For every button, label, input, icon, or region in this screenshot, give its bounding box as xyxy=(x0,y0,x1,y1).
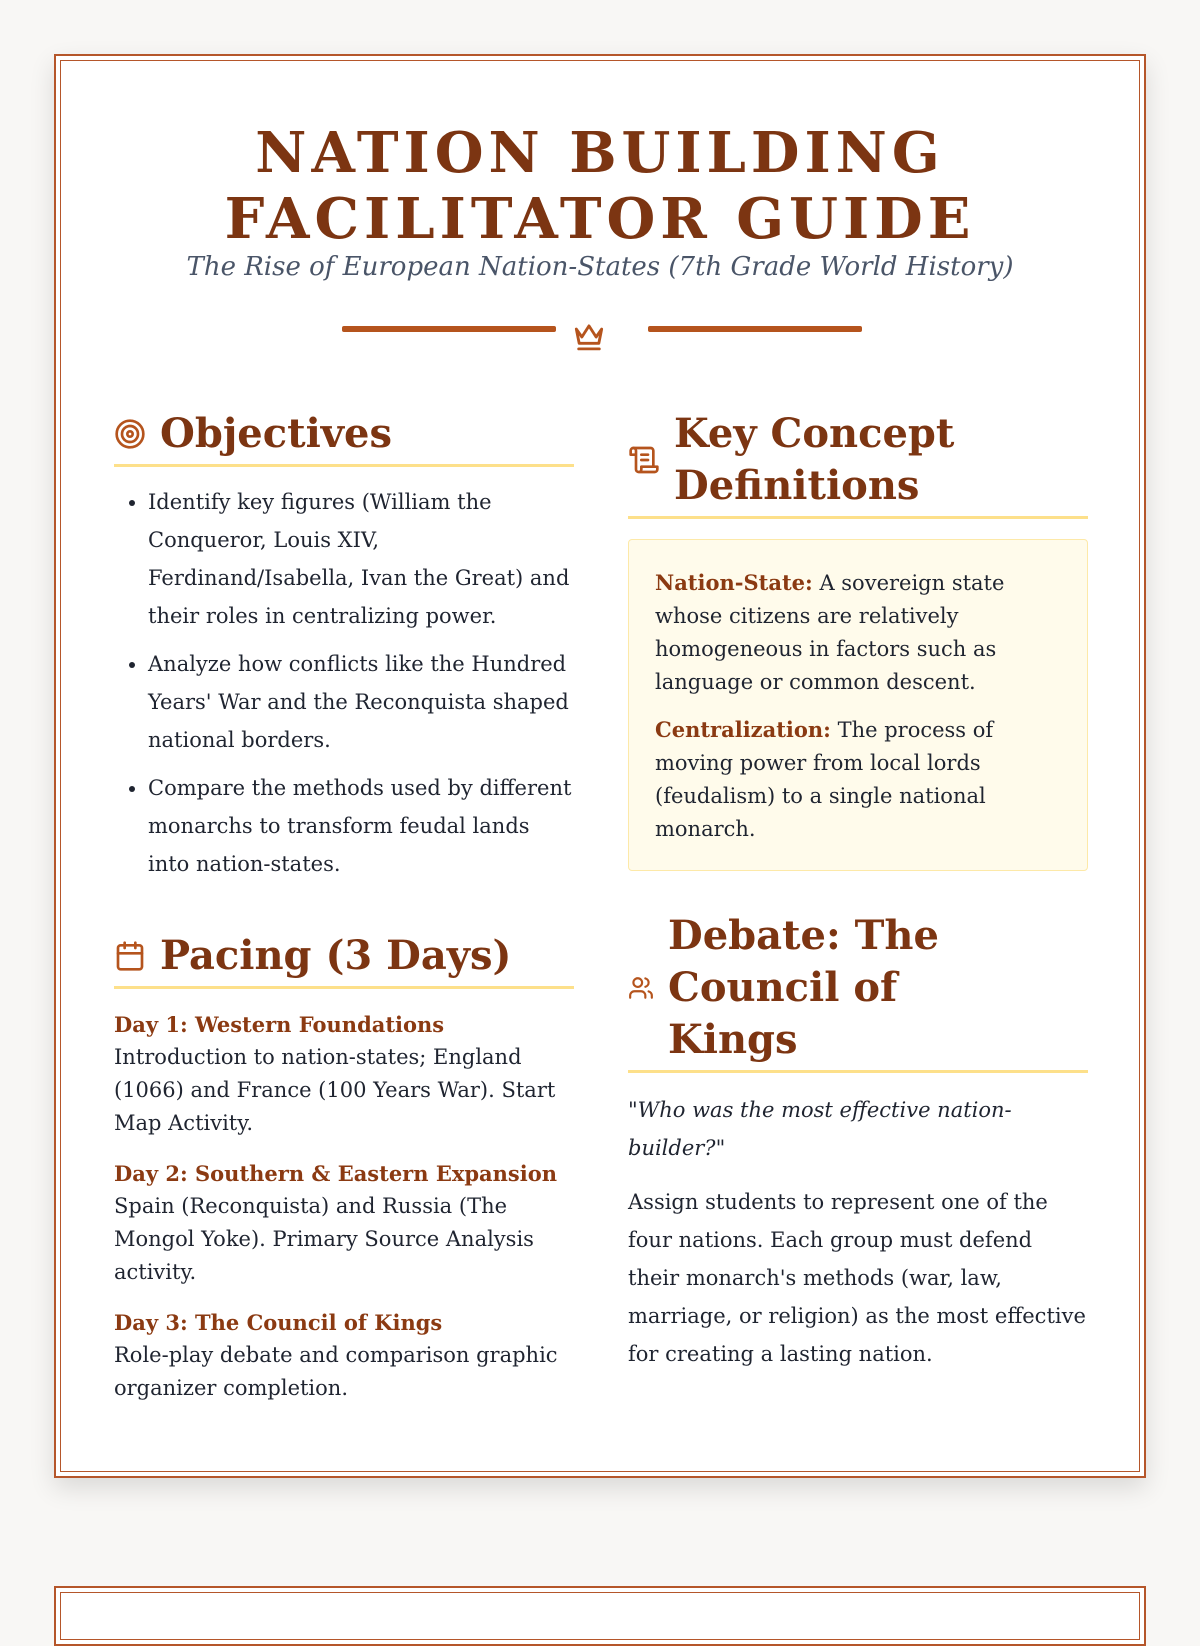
pacing-day-1 xyxy=(114,1009,574,1140)
day-title: Day 1: Western Foundations xyxy=(114,1012,445,1037)
definitions-section xyxy=(628,408,1088,871)
title-divider xyxy=(56,322,1144,346)
pacing-day-2 xyxy=(114,1158,574,1289)
users-icon xyxy=(628,975,654,1001)
definitions-box xyxy=(628,539,1088,871)
pacing-section xyxy=(114,930,574,1405)
guide-page xyxy=(54,54,1146,1478)
definitions-heading-line-2: Definitions xyxy=(674,462,920,509)
debate-section xyxy=(628,910,1088,1373)
divider-bar-left xyxy=(342,326,556,332)
objectives-section xyxy=(114,408,574,893)
debate-header xyxy=(628,910,1088,1073)
definitions-header xyxy=(628,408,1088,519)
definitions-heading xyxy=(674,408,954,512)
debate-question: "Who was the most effective nation-builder?" xyxy=(628,1098,1012,1160)
pacing-day-3 xyxy=(114,1307,574,1405)
title-line-2: FACILITATOR GUIDE xyxy=(224,186,976,252)
definitions-heading-line-1: Key Concept xyxy=(674,410,955,457)
page-title xyxy=(56,120,1144,252)
calendar-icon xyxy=(114,940,146,972)
title-line-1: NATION BUILDING xyxy=(255,120,945,186)
day-text: Spain (Reconquista) and Russia (The Mongol Yoke). Primary Source Analysis activity. xyxy=(114,1194,534,1284)
crown-icon xyxy=(570,318,608,356)
definition-text: The process of moving power from local lords (feudalism) to a single national monarch. xyxy=(655,718,994,841)
target-icon xyxy=(114,418,146,450)
divider-bar-right xyxy=(648,326,862,332)
debate-heading-line-2: Kings xyxy=(668,1016,798,1063)
objectives-header xyxy=(114,408,574,467)
debate-description: Assign students to represent one of the four nations. Each group must defend their monarch's methods (war, law, marriage, or religion) as the most effective for creating a lasting nation. xyxy=(628,1190,1086,1366)
pacing-heading: Pacing (3 Days) xyxy=(160,932,512,979)
debate-heading-line-1: Debate: The Council of xyxy=(668,912,939,1011)
day-title: Day 2: Southern & Eastern Expansion xyxy=(114,1161,557,1186)
pacing-header xyxy=(114,930,574,989)
definition-item xyxy=(655,566,1061,699)
day-text: Introduction to nation-states; England (1066) and France (100 Years War). Start Map Activity. xyxy=(114,1045,556,1135)
objectives-list xyxy=(114,483,574,883)
day-text: Role-play debate and comparison graphic organizer completion. xyxy=(114,1343,558,1400)
day-title: Day 3: The Council of Kings xyxy=(114,1310,443,1335)
next-page xyxy=(54,1586,1146,1646)
definition-text: A sovereign state whose citizens are relatively homogeneous in factors such as language or common descent. xyxy=(655,571,1005,694)
definition-term: Centralization: xyxy=(655,717,831,742)
page-subtitle: The Rise of European Nation-States (7th Grade World History) xyxy=(186,252,1014,282)
list-item: • Identify key figures (William the Conqueror, Louis XIV, Ferdinand/Isabella, Ivan the Great) and their roles in centralizing power. xyxy=(148,483,574,635)
list-item: • Analyze how conflicts like the Hundred Years' War and the Reconquista shaped national borders. xyxy=(148,645,574,759)
list-item: • Compare the methods used by different monarchs to transform feudal lands into nation-states. xyxy=(148,769,574,883)
objectives-heading: Objectives xyxy=(160,410,392,457)
debate-heading xyxy=(668,910,1088,1066)
definition-term: Nation-State: xyxy=(655,570,813,595)
scroll-icon xyxy=(628,444,660,476)
definition-item xyxy=(655,713,1061,846)
